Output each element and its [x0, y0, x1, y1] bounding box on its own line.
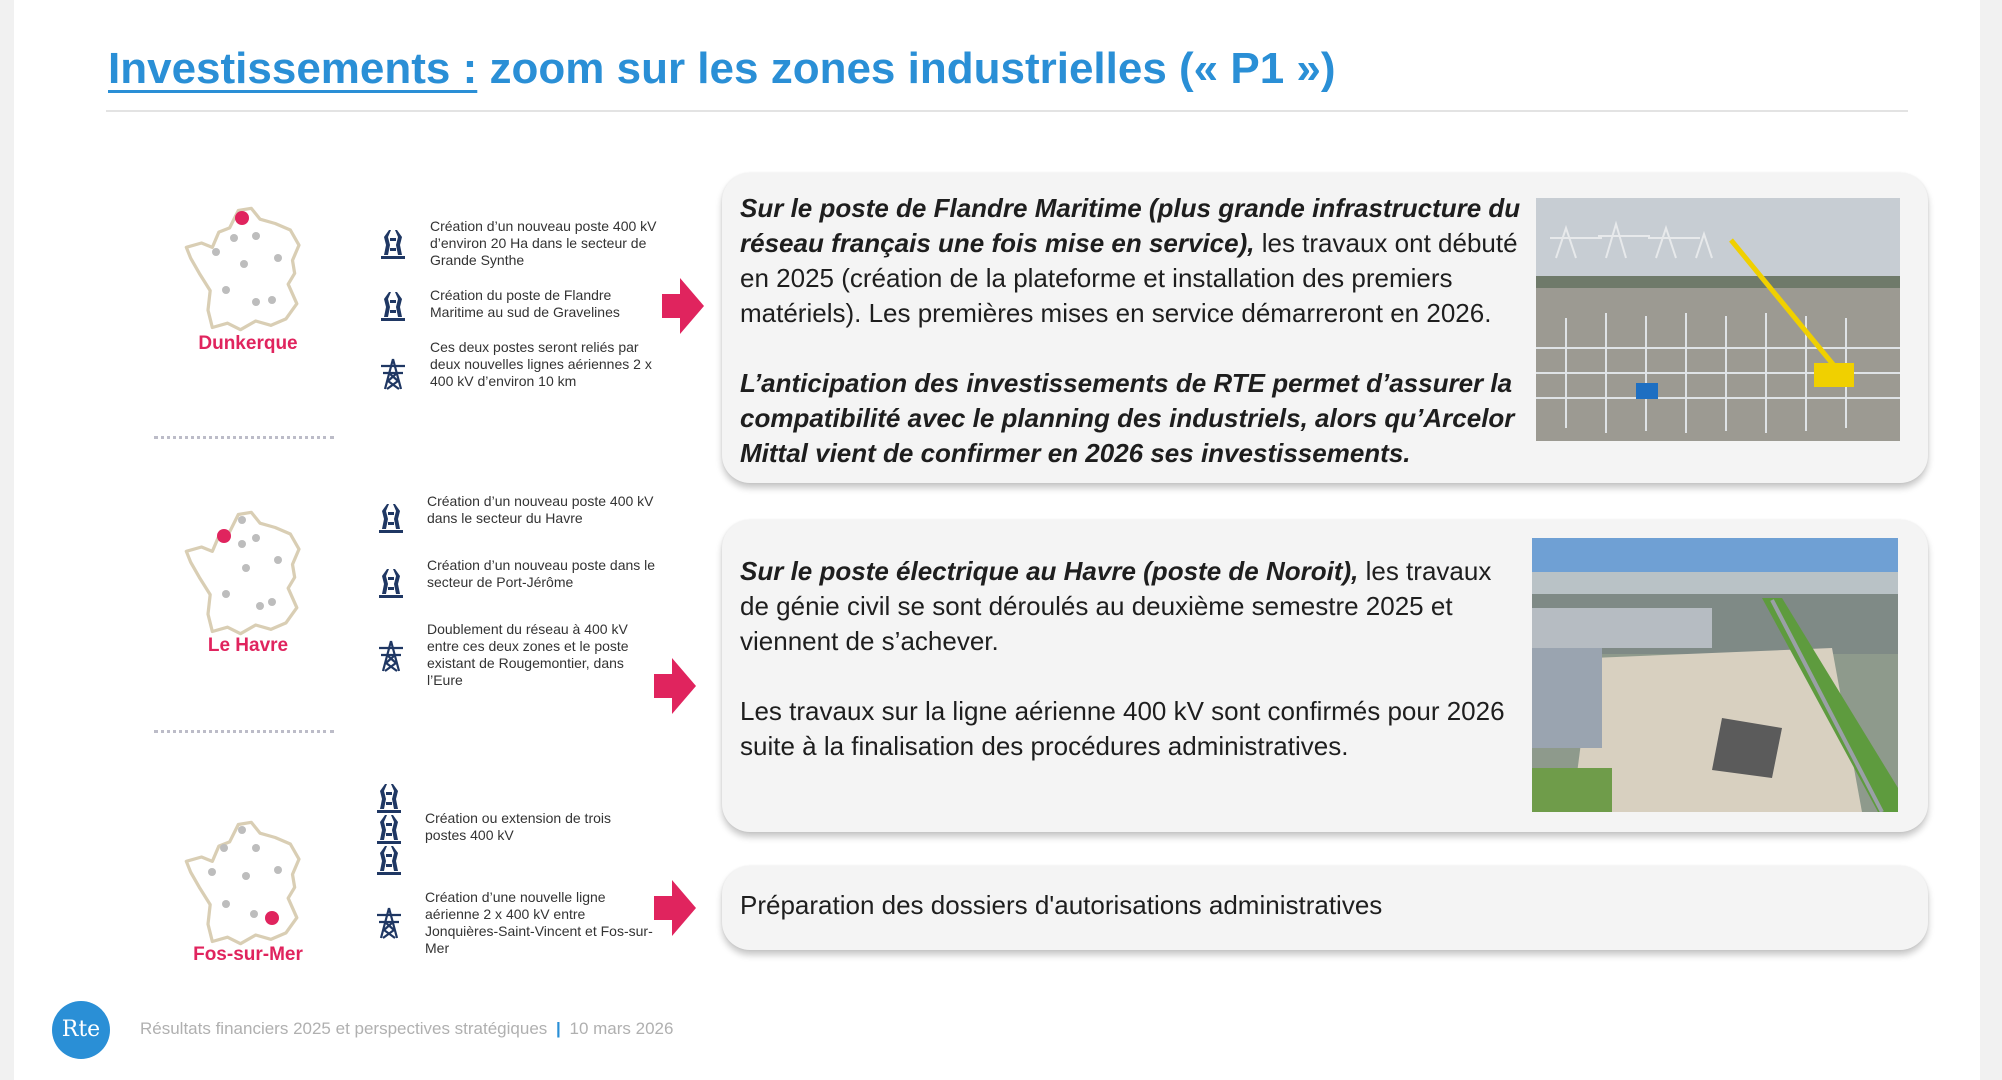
card-paragraph: L’anticipation des investissements de RTE permet d’assurer la compatibilité avec le planning des industriels, alors qu’Arcelor Mittal vient de confirmer en 2026 ses investissements. — [740, 368, 1515, 468]
france-map-icon — [182, 508, 312, 638]
info-card-dunkerque — [722, 173, 1928, 483]
substation-icon — [376, 226, 410, 260]
city-label-le-havre: Le Havre — [207, 635, 289, 656]
card-paragraph: Les travaux sur la ligne aérienne 400 kV sont confirmés pour 2026 suite à la finalisation des procédures administratives. — [740, 696, 1505, 761]
card-paragraph — [740, 554, 1522, 659]
card-paragraph: Préparation des dossiers d'autorisations administratives — [740, 890, 1383, 920]
zone-item-text: Création ou extension de trois postes 400 kV — [425, 810, 611, 843]
info-card-fos-sur-mer — [722, 866, 1928, 950]
pylon-icon — [372, 906, 406, 940]
footer-text: Résultats financiers 2025 et perspectives stratégiques — [140, 1019, 548, 1038]
city-label-fos-sur-mer: Fos-sur-Mer — [193, 944, 303, 965]
footer-separator: | — [556, 1019, 561, 1038]
info-card-le-havre — [722, 520, 1928, 832]
title-divider — [106, 110, 1908, 112]
card-body: les travaux de génie civil se sont déroulés au deuxième semestre 2025 et viennent de s’achever. — [740, 556, 1492, 656]
footer-date: 10 mars 2026 — [569, 1019, 674, 1038]
zone-item-text: Création du poste de Flandre Maritime au sud de Gravelines — [430, 287, 620, 320]
card-text — [740, 191, 1522, 471]
zone-item-text: Doublement du réseau à 400 kV entre ces deux zones et le poste existant de Rougemontier, dans l’Eure — [427, 621, 629, 688]
arrow-right-icon — [654, 878, 696, 938]
construction-site-photo — [1536, 198, 1900, 441]
card-body: les travaux ont débuté en 2025 (création de la plateforme et installation des premiers matériels). Les premières mises en service démarreront en 2026. — [740, 228, 1518, 328]
substation-icon — [372, 842, 406, 876]
city-label-dunkerque: Dunkerque — [198, 333, 298, 354]
substation-icon — [372, 811, 406, 845]
card-emphasis: Sur le poste de Flandre Maritime (plus grande infrastructure du réseau français une fois mise en service), — [740, 193, 1521, 258]
substation-icon — [372, 780, 406, 814]
france-map-icon — [182, 204, 312, 334]
pylon-icon — [374, 639, 408, 673]
zone-item-text: Création d’un nouveau poste dans le secteur de Port-Jérôme — [427, 557, 656, 590]
card-text — [740, 554, 1522, 764]
aerial-site-photo — [1532, 538, 1898, 812]
card-text — [740, 888, 1840, 923]
zone-separator — [154, 436, 334, 439]
arrow-right-icon — [662, 276, 704, 336]
rte-logo: Rte — [52, 1001, 110, 1059]
substation-icon — [376, 288, 410, 322]
arrow-right-icon — [654, 656, 696, 716]
zone-item-text: Création d’une nouvelle ligne aérienne 2 x 400 kV entre Jonquières-Saint-Vincent et Fos-sur-Mer — [425, 889, 653, 956]
france-map-icon — [182, 818, 312, 948]
footer-caption — [140, 1019, 673, 1039]
substation-icon — [374, 565, 408, 599]
zone-item-text: Création d’un nouveau poste 400 kV d’environ 20 Ha dans le secteur de Grande Synthe — [430, 218, 657, 268]
card-emphasis: Sur le poste électrique au Havre (poste de Noroit), — [740, 556, 1359, 586]
zone-item-text: Création d’un nouveau poste 400 kV dans le secteur du Havre — [427, 493, 654, 526]
card-paragraph — [740, 191, 1522, 331]
substation-icon — [374, 500, 408, 534]
page-title-prefix: Investissements : — [108, 44, 478, 93]
zone-separator — [154, 730, 334, 733]
page-title-rest: zoom sur les zones industrielles (« P1 ») — [477, 44, 1336, 93]
left-edge — [0, 0, 14, 1080]
zone-item-text: Ces deux postes seront reliés par deux nouvelles lignes aériennes 2 x 400 kV d’environ 10 km — [430, 339, 652, 389]
pylon-icon — [376, 357, 410, 391]
page-title — [108, 44, 1336, 94]
right-edge — [1980, 0, 2002, 1080]
